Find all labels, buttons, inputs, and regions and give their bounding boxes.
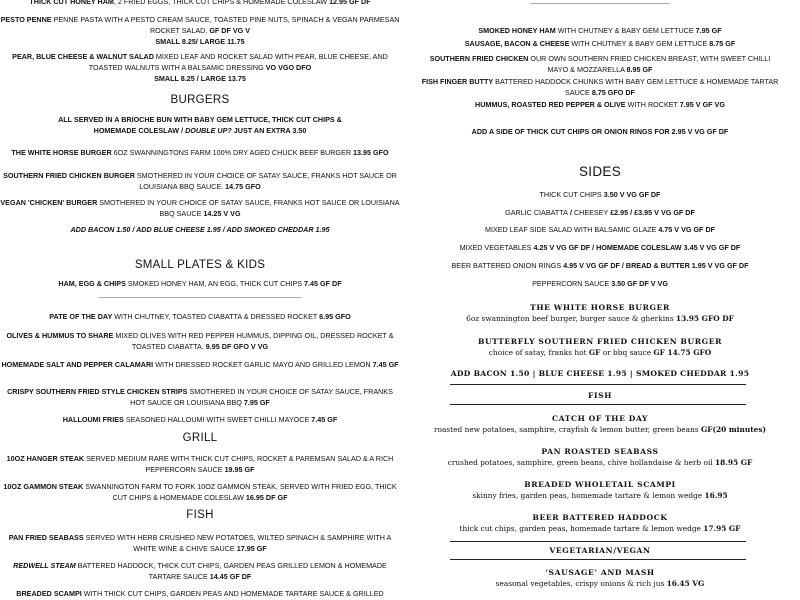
side-name: MIXED LEAF SIDE SALAD WITH BALSAMIC GLAZE [484,225,657,234]
side-item [420,260,780,271]
item-name: OLIVES & HUMMUS TO SHARE [6,331,114,340]
item-name: SOUTHERN FRIED CHICKEN BURGER [3,171,135,180]
side-price: 4.75 V VG GF DF [658,225,716,234]
serif-item-desc: thick cut chips, garden peas, homemade tartare & lemon wedge [459,524,701,533]
menu-item [0,170,400,192]
item-name: THE WHITE HORSE BURGER [11,148,112,157]
serif-menu-item [420,512,780,534]
item-price: 14.75 GFO [225,182,261,191]
section-heading-sides: SIDES [578,164,621,179]
item-tags: GF DF VG V [209,26,251,35]
heading-text: FISH [587,391,612,400]
serif-item-title: THE WHITE HORSE BURGER [530,303,670,312]
item-desc: BATTERED HADDOCK CHUNKS WITH BABY GEM LETTUCE & HOMEMADE TARTAR SAUCE [495,77,779,97]
serif-menu-item [420,302,780,324]
item-name: SOUTHERN FRIED CHICKEN [429,54,529,63]
serif-item-title: BEER BATTERED HADDOCK [532,513,668,522]
item-price: 16.95 DF GF [245,493,288,502]
item-desc: SMOTHERED IN YOUR CHOICE OF SATAY SAUCE, FRANKS HOT SAUCE OR LOUISIANA BBQ SAUCE [99,198,400,218]
item-name: SMOKED HONEY HAM [478,26,556,35]
serif-item-mid: GF [588,348,601,357]
side-price: 3.50 V VG GF DF [603,190,661,199]
item-name: REDWELL STEAM [13,561,76,570]
serif-item-title: CATCH OF THE DAY [551,414,649,423]
cropped-text-line: ———————————————————— [530,0,670,4]
item-desc: WITH DRESSED ROCKET GARLIC MAYO AND GRILLED LEMON [155,360,371,369]
serif-item-desc: roasted new potatoes, samphire, crayfish & lemon butter, green beans [433,425,699,434]
menu-item [0,588,400,599]
item-price: 17.95 GF [236,544,267,553]
serif-item-price: GF(20 minutes) [700,425,766,434]
side-sep: / [567,208,574,217]
serif-item-desc: skinny fries, garden peas, homemade tartare & lemon wedge [472,491,703,500]
menu-item [420,76,780,98]
item-price: 12.95 GF DF [329,0,371,6]
serif-menu-item [420,567,780,589]
serif-item-desc: seasonal vegetables, crispy onions & rich jus [495,579,665,588]
serif-item-title: BUTTERFLY SOUTHERN FRIED CHICKEN BURGER [477,337,723,346]
item-price: 7.95 GF [243,398,270,407]
item-price: 8.75 GFO DF [591,88,635,97]
item-desc: BATTERED HADDOCK, THICK CUT CHIPS, GARDEN PEAS GRILLED LEMON & HOMEMADE TARTARE SAUCE [77,561,387,581]
side-price: 3.50 GF DF V VG [611,279,668,288]
item-price: 19.95 GF [224,465,255,474]
menu-item [0,197,400,219]
section-heading-grill: GRILL [182,432,218,444]
intro-end: JUST AN EXTRA 3.50 [233,126,307,135]
item-name: SAUSAGE, BACON & CHEESE [464,39,570,48]
item-price: 8.95 GF [626,65,653,74]
menu-item [0,453,400,475]
item-desc: SMOTHERED IN YOUR CHOICE OF SATAY SAUCE, FRANKS HOT SAUCE OR LOUISIANA BBQ [130,387,393,407]
menu-item [420,25,780,36]
side-item [420,207,780,218]
side-name: MIXED VEGETABLES [459,243,532,252]
item-desc: MIXED OLIVES WITH RED PEPPER HUMMUS, DIPPING OIL, DRESSED ROCKET & TOASTED CIABATTA. [115,331,394,351]
item-sizes: SMALL 8.25 / LARGE 13.75 [154,74,246,83]
item-price: 9.95 DF GFO V VG [205,342,269,351]
section-heading-fish: FISH [186,509,214,521]
serif-addons-text: ADD BACON 1.50 | BLUE CHEESE 1.95 | SMOKED CHEDDAR 1.95 [450,369,750,378]
intro-text: ALL SERVED IN A BRIOCHE BUN WITH BABY GEM LETTUCE, THICK CUT CHIPS & HOMEMADE COLESLAW / [58,115,342,135]
menu-item [0,278,400,289]
serif-item-title: ‘SAUSAGE’ AND MASH [545,568,655,577]
side-note [420,126,780,137]
serif-section-heading-fish [420,390,780,401]
serif-item-desc: 6oz swannington beef burger, burger sauce & gherkins [466,314,674,323]
serif-item-price: 13.95 GFO DF [675,314,734,323]
section-heading-burgers: BURGERS [170,94,230,106]
item-name: HAM, EGG & CHIPS [58,279,126,288]
menu-item [0,560,400,582]
burger-addons [0,224,400,235]
serif-menu-item [420,413,780,435]
item-desc: PENNE PASTA WITH A PESTO CREAM SAUCE, TOASTED PINE NUTS, SPINACH & VEGAN PARMESAN ROCKET SALAD. [53,15,400,35]
divider [450,404,746,405]
serif-item-title: BREADED WHOLETAIL SCAMPI [524,480,676,489]
item-name: 10OZ HANGER STEAK [6,454,85,463]
serif-item-price: 17.95 GF [703,524,741,533]
menu-item [0,532,400,554]
item-price: 7.95 V GF VG [679,100,725,109]
serif-addons [420,368,780,379]
item-name: PEAR, BLUE CHEESE & WALNUT SALAD [12,52,154,61]
item-name: HUMMUS, ROASTED RED PEPPER & OLIVE [475,100,626,109]
menu-item [0,481,400,503]
item-name: PAN FRIED SEABASS [8,533,84,542]
divider [450,541,746,542]
menu-item [0,386,400,408]
item-name: PESTO PENNE [0,15,52,24]
side-name: PEPPERCORN SAUCE [532,279,610,288]
heading-text: VEGETARIAN/VEGAN [549,546,651,555]
item-desc: WITH THICK CUT CHIPS, GARDEN PEAS AND HOMEMADE TARTARE SAUCE & GRILLED [83,589,384,598]
serif-item-price: GF 14.75 GFO [653,348,712,357]
item-desc: SWANNINGTON FARM TO FORK 10OZ GAMMON STEAK, SERVED WITH FRIED EGG, THICK CUT CHIPS & HOMEMADE COLESLAW [85,482,397,502]
menu-item [0,414,400,425]
burgers-intro [0,114,400,136]
item-sizes: SMALL 8.25/ LARGE 11.75 [155,37,245,46]
menu-item [0,330,400,352]
side-name: THICK CUT CHIPS [539,190,602,199]
serif-item-desc: choice of satay, franks hot [488,348,587,357]
item-price: 14.45 GF DF [209,572,252,581]
item-name: BREADED SCAMPI [16,589,82,598]
serif-item-desc: crushed potatoes, samphire, green beans, chive hollandaise & herb oil [447,458,713,467]
item-name: THICK CUT HONEY HAM [29,0,114,6]
item-desc: , 2 FRIED EGGS, THICK CUT CHIPS & HOMEMADE COLESLAW [113,0,328,6]
item-price: 14.25 V VG [203,209,241,218]
item-price: 7.45 GF DF [304,279,342,288]
side-item [420,242,780,253]
serif-menu-item [420,446,780,468]
divider [450,384,746,385]
serif-item-desc-2: or bbq sauce [602,348,652,357]
menu-item [0,359,400,370]
item-desc: SERVED MEDIUM RARE WITH THICK CUT CHIPS, ROCKET & PAREMSAN SALAD & A RICH PEPPERCORN SAUCE [86,454,394,474]
item-tags: VO VGO DFO [265,63,312,72]
side-price: 4.95 V VG GF DF / BREAD & BUTTER 1.95 V VG GF DF [563,261,749,270]
serif-menu-item [420,479,780,501]
item-desc: WITH ROCKET [627,100,678,109]
menu-item [0,311,400,322]
side-note-text: ADD A SIDE OF THICK CUT CHIPS OR ONION RINGS FOR 2.95 V VG GF DF [471,127,729,136]
intro-emphasis: DOUBLE UP? [185,126,232,135]
menu-item [0,51,400,84]
serif-item-price: 16.95 [704,491,728,500]
item-price: 7.45 GF [372,360,399,369]
item-name: 10OZ GAMMON STEAK [3,482,84,491]
item-desc: WITH CHUTNEY & BABY GEM LETTUCE [557,26,694,35]
item-desc: SEASONED HALLOUMI WITH SWEET CHILLI MAYOCE [125,415,310,424]
side-price: £2.95 / £3.95 V VG GF DF [610,208,695,217]
side-name: GARLIC CIABATTA [505,208,568,217]
side-name-2: CHEESEY [573,208,609,217]
side-item [420,189,780,200]
item-desc: SMOKED HONEY HAM, AN EGG, THICK CUT CHIPS [127,279,303,288]
side-item [420,278,780,289]
menu-item [0,147,400,158]
section-heading-small-plates: SMALL PLATES & KIDS [134,259,266,271]
addons-text: ADD BACON 1.50 / ADD BLUE CHEESE 1.95 / ADD SMOKED CHEDDAR 1.95 [70,225,330,234]
cropped-text-line: ————————————————————————————— [98,294,302,298]
item-price: 13.95 GFO [353,148,389,157]
item-price: 6.95 GFO [319,312,351,321]
serif-section-heading-veg [420,545,780,556]
item-desc: 6OZ SWANNINGTONS FARM 100% DRY AGED CHUCK BEEF BURGER [113,148,352,157]
menu-item [420,99,780,110]
serif-item-title: PAN ROASTED SEABASS [541,447,659,456]
item-desc: SERVED WITH HERB CRUSHED NEW POTATOES, WILTED SPINACH & SAMPHIRE WITH A WHITE WINE & CHIVE SAUCE [85,533,392,553]
item-name: HOMEMADE SALT AND PEPPER CALAMARI [1,360,154,369]
item-desc: SMOTHERED IN YOUR CHOICE OF SATAY SAUCE, FRANKS HOT SAUCE OR LOUISIANA BBQ SAUCE. [136,171,397,191]
item-name: VEGAN 'CHICKEN' BURGER [0,198,98,207]
item-desc: OUR OWN SOUTHERN FRIED CHICKEN BREAST, WITH SWEET CHILLI MAYO & MOZZARELLA [530,54,771,74]
menu-item [420,53,780,75]
item-price: 8.75 GF [709,39,736,48]
divider [450,559,746,560]
serif-menu-item [420,336,780,358]
item-price: 7.45 GF [311,415,338,424]
serif-item-price: 16.45 VG [666,579,705,588]
side-item [420,224,780,235]
item-name: CRISPY SOUTHERN FRIED STYLE CHICKEN STRIPS [7,387,188,396]
side-price: 4.25 V VG GF DF / HOMEMADE COLESLAW 3.45 V VG GF DF [533,243,741,252]
side-name: BEER BATTERED ONION RINGS [451,261,562,270]
item-name: PATE OF THE DAY [49,312,113,321]
item-desc: WITH CHUTNEY, TOASTED CIABATTA & DRESSED ROCKET [114,312,318,321]
menu-item [0,0,400,7]
menu-item [0,14,400,47]
item-name: HALLOUMI FRIES [62,415,124,424]
item-name: FISH FINGER BUTTY [421,77,494,86]
menu-item [420,38,780,49]
item-desc: MIXED LEAF AND ROCKET SALAD WITH PEAR, BLUE CHEESE, AND TOASTED WALNUTS WITH A BALSAMIC DRESSING [88,52,388,72]
serif-item-price: 18.95 GF [714,458,753,467]
item-price: 7.95 GF [695,26,722,35]
item-desc: WITH CHUTNEY & BABY GEM LETTUCE [571,39,708,48]
